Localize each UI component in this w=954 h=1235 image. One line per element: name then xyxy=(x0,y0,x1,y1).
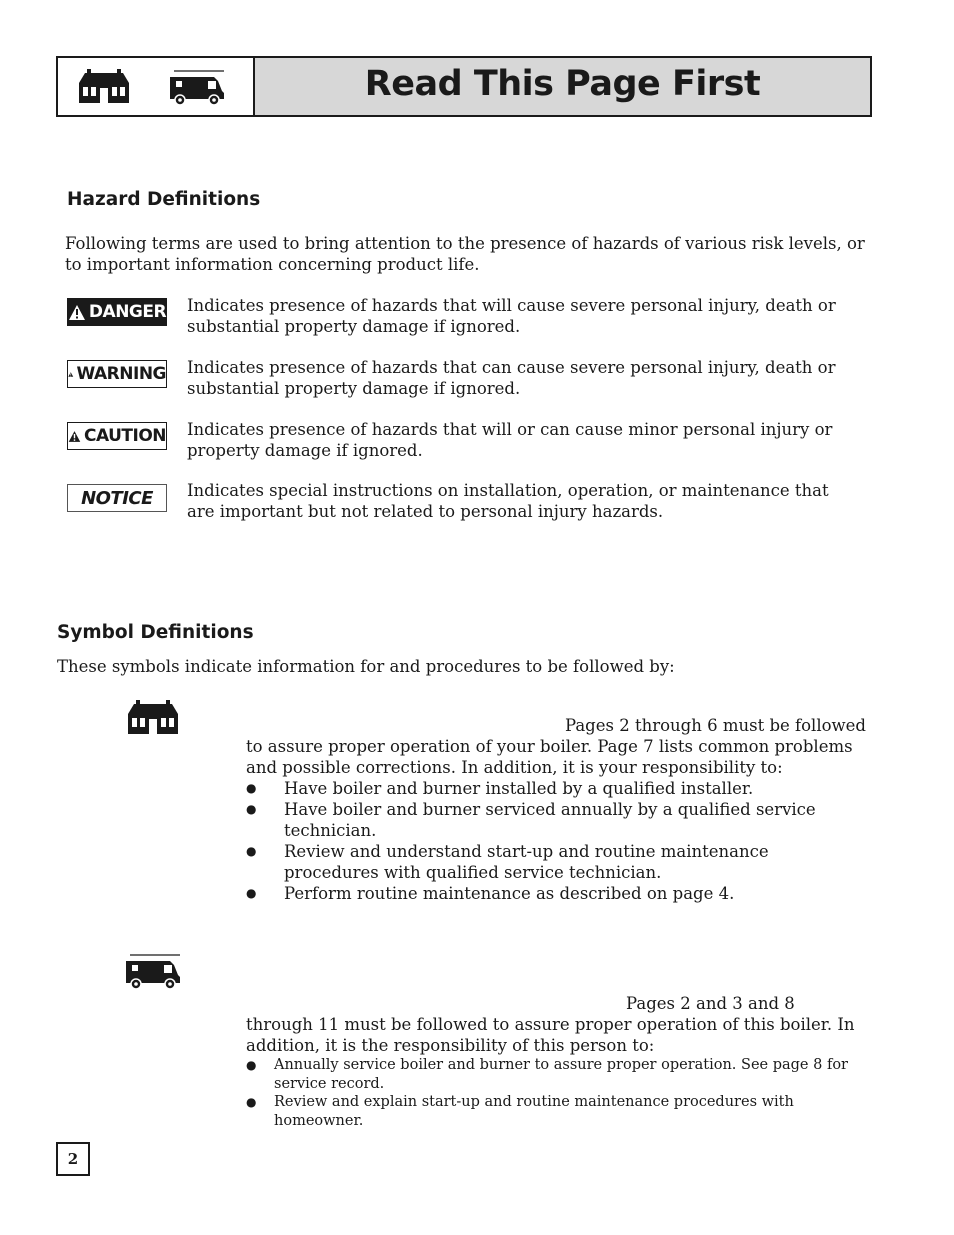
hazard-intro: Following terms are used to bring attention to the presence of hazards of various risk levels, or to important information concerning product life. xyxy=(65,234,865,274)
technician-section xyxy=(246,993,866,1130)
caution-label: CAUTION xyxy=(67,422,167,450)
list-item: ● Review and explain start-up and routine maintenance procedures with homeowner. xyxy=(246,1093,866,1130)
page-number: 2 xyxy=(56,1142,90,1176)
house-icon xyxy=(77,69,131,105)
header-icon-panel xyxy=(58,58,255,115)
header-title-box xyxy=(255,58,870,115)
technician-text-rest: through 11 must be followed to assure proper operation of this boiler. In addition, it is the responsibility of this person to: xyxy=(246,1015,855,1055)
danger-label: DANGER xyxy=(67,298,167,326)
homeowner-text-rest: to assure proper operation of your boiler. Page 7 lists common problems and possible corrections. In addition, it is your responsibility to: xyxy=(246,737,853,777)
technician-bullet-list xyxy=(246,1056,866,1130)
service-truck-icon xyxy=(166,69,228,107)
hazard-heading: Hazard Definitions xyxy=(67,189,261,210)
warning-label: WARNING xyxy=(67,360,167,388)
warning-triangle-icon xyxy=(68,304,86,321)
caution-description: Indicates presence of hazards that will or can cause minor personal injury or property damage if ignored. xyxy=(187,420,833,460)
list-item: ● Annually service boiler and burner to assure proper operation. See page 8 for service record. xyxy=(246,1056,866,1093)
house-icon xyxy=(126,700,180,736)
list-item: ● Perform routine maintenance as described on page 4. xyxy=(246,883,866,904)
homeowner-section xyxy=(246,715,866,904)
notice-description: Indicates special instructions on installation, operation, or maintenance that are important but not related to personal injury hazards. xyxy=(187,481,829,521)
homeowner-bullet-list xyxy=(246,778,866,904)
page-title: Read This Page First xyxy=(364,64,761,104)
list-item: ● Have boiler and burner installed by a qualified installer. xyxy=(246,778,866,799)
warning-description: Indicates presence of hazards that can cause severe personal injury, death or substantial property damage if ignored. xyxy=(187,358,836,398)
service-truck-icon xyxy=(122,953,184,991)
notice-label: NOTICE xyxy=(67,484,167,512)
list-item: ● Review and understand start-up and routine maintenance procedures with qualified service technician. xyxy=(246,841,866,883)
symbol-intro: These symbols indicate information for and procedures to be followed by: xyxy=(57,657,675,676)
danger-description: Indicates presence of hazards that will cause severe personal injury, death or substantial property damage if ignored. xyxy=(187,296,836,336)
list-item: ● Have boiler and burner serviced annually by a qualified service technician. xyxy=(246,799,866,841)
technician-text-first: Pages 2 and 3 and 8 xyxy=(626,994,795,1013)
warning-triangle-icon xyxy=(68,366,74,383)
homeowner-text-first: Pages 2 through 6 must be followed xyxy=(564,716,866,735)
symbol-heading: Symbol Definitions xyxy=(57,622,254,643)
page-header xyxy=(56,56,872,117)
warning-triangle-icon xyxy=(68,428,81,445)
